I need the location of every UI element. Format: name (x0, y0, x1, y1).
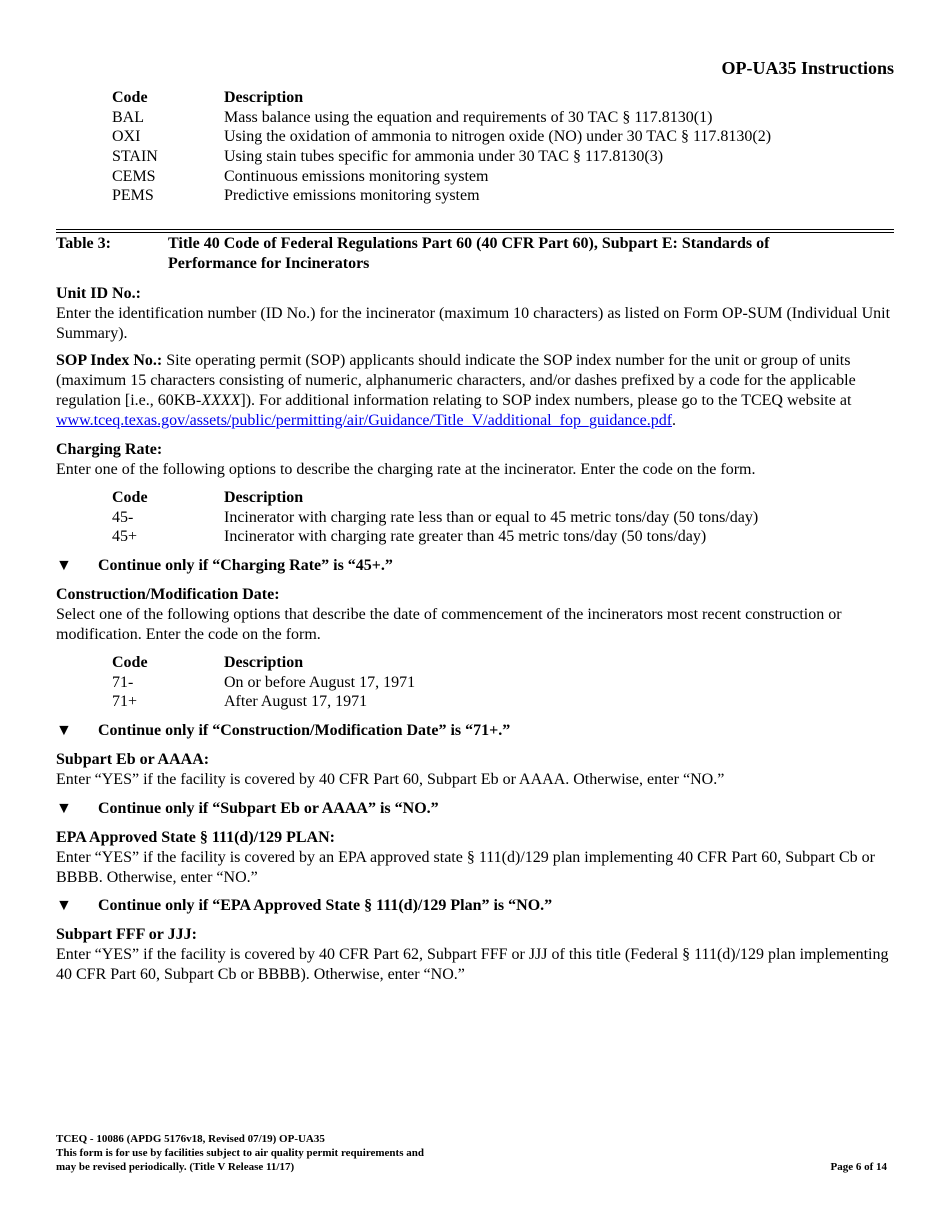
code-cell: 71- (112, 673, 134, 691)
table-row (112, 692, 415, 712)
table-divider-rule (56, 229, 894, 230)
footer-line: This form is for use by facilities subject to air quality permit requirements and (56, 1147, 424, 1159)
table-row (112, 108, 771, 128)
continue-text: Continue only if “Construction/Modification Date” is “71+.” (98, 722, 511, 739)
construction-date-heading: Construction/Modification Date: (56, 586, 280, 603)
charging-rate-code-table (112, 488, 758, 547)
table-row (112, 147, 771, 167)
table-3-title: Title 40 Code of Federal Regulations Part 60 (40 CFR Part 60), Subpart E: Standards of Performance for Incinerators (168, 235, 770, 272)
tceq-guidance-link[interactable]: www.tceq.texas.gov/assets/public/permitting/air/Guidance/Title_V/additional_fop_guidance.pdf (56, 412, 673, 429)
charging-rate-heading: Charging Rate: (56, 441, 163, 458)
code-column-header: Code (112, 89, 148, 106)
sop-index-text: Site operating permit (SOP) applicants should indicate the SOP index number for the unit or group of units (maximum 15 characters consisting of numeric, alphanumeric characters, and/or dashes prefixed by a code for the applicable regulation [i.e., 60KB- (56, 352, 856, 409)
epa-approved-section (56, 828, 896, 888)
construction-date-text: Select one of the following options that describe the date of commencement of the incinerators most recent construction or modification. Enter the code on the form. (56, 606, 842, 643)
subpart-eb-heading: Subpart Eb or AAAA: (56, 751, 210, 768)
down-triangle-icon: ▼ (56, 557, 72, 574)
sop-index-placeholder: XXXX (201, 392, 241, 409)
table-header-row (112, 88, 771, 108)
charging-rate-section (56, 440, 896, 480)
sop-index-text-continued: ]). For additional information relating to SOP index numbers, please go to the TCEQ website at (240, 392, 852, 409)
code-cell: OXI (112, 128, 141, 146)
code-cell: CEMS (112, 167, 156, 185)
description-cell: Continuous emissions monitoring system (224, 167, 489, 185)
description-cell: Using the oxidation of ammonia to nitrogen oxide (NO) under 30 TAC § 117.8130(2) (224, 128, 772, 146)
description-column-header: Description (224, 89, 304, 106)
construction-date-code-table (112, 653, 415, 712)
description-cell: Incinerator with charging rate less than or equal to 45 metric tons/day (50 tons/day) (224, 508, 759, 526)
continue-instruction-charging-rate (56, 556, 393, 576)
table-row (112, 127, 771, 147)
code-cell: BAL (112, 108, 144, 126)
code-column-header: Code (112, 654, 148, 671)
subpart-eb-section (56, 750, 896, 790)
table-header-row (112, 488, 758, 508)
subpart-fff-heading: Subpart FFF or JJJ: (56, 926, 197, 943)
description-cell: Predictive emissions monitoring system (224, 187, 480, 205)
down-triangle-icon: ▼ (56, 800, 72, 817)
table-row (112, 167, 771, 187)
ammonia-method-code-table (112, 88, 771, 206)
subpart-fff-section (56, 925, 896, 985)
unit-id-section (56, 284, 896, 344)
charging-rate-text: Enter one of the following options to describe the charging rate at the incinerator. Enter the code on the form. (56, 461, 756, 478)
sop-index-text-end: . (672, 412, 677, 429)
down-triangle-icon: ▼ (56, 722, 72, 739)
sop-index-heading: SOP Index No.: (56, 352, 163, 369)
epa-approved-text: Enter “YES” if the facility is covered by an EPA approved state § 111(d)/129 plan implementing 40 CFR Part 60, Subpart Cb or BBBB. Otherwise, enter “NO.” (56, 849, 875, 886)
code-column-header: Code (112, 489, 148, 506)
page-number: Page 6 of 14 (830, 1161, 887, 1173)
continue-text: Continue only if “Subpart Eb or AAAA” is “NO.” (98, 800, 439, 817)
footer-line: may be revised periodically. (Title V Release 11/17) (56, 1161, 295, 1173)
description-cell: Mass balance using the equation and requirements of 30 TAC § 117.8130(1) (224, 108, 713, 126)
table-row (112, 673, 415, 693)
sop-index-section (56, 351, 896, 431)
continue-instruction-subpart-eb (56, 799, 439, 819)
table-row (112, 508, 758, 528)
description-column-header: Description (224, 654, 304, 671)
table-divider-rule (56, 232, 894, 233)
footer-line: TCEQ - 10086 (APDG 5176v18, Revised 07/19) OP-UA35 (56, 1133, 325, 1145)
description-cell: Using stain tubes specific for ammonia under 30 TAC § 117.8130(3) (224, 148, 664, 166)
code-cell: 71+ (112, 693, 138, 711)
page-header-title: OP-UA35 Instructions (721, 58, 894, 78)
table-row (112, 186, 771, 206)
code-cell: 45- (112, 508, 134, 526)
subpart-fff-text: Enter “YES” if the facility is covered by 40 CFR Part 62, Subpart FFF or JJJ of this title (Federal § 111(d)/129 plan implementing 40 CFR Part 60, Subpart Cb or BBBB). Otherwise, enter “NO.” (56, 946, 889, 983)
unit-id-heading: Unit ID No.: (56, 285, 141, 302)
table-3-label: Table 3: (56, 235, 111, 252)
code-cell: PEMS (112, 187, 154, 205)
subpart-eb-text: Enter “YES” if the facility is covered by 40 CFR Part 60, Subpart Eb or AAAA. Otherwise, enter “NO.” (56, 771, 725, 788)
description-cell: Incinerator with charging rate greater than 45 metric tons/day (50 tons/day) (224, 528, 707, 546)
description-column-header: Description (224, 489, 304, 506)
footer-form-info (56, 1132, 424, 1174)
table-row (112, 527, 758, 547)
unit-id-text: Enter the identification number (ID No.) for the incinerator (maximum 10 characters) as listed on Form OP-SUM (Individual Unit Summary). (56, 305, 891, 342)
construction-date-section (56, 585, 896, 645)
description-cell: On or before August 17, 1971 (224, 673, 416, 691)
down-triangle-icon: ▼ (56, 897, 72, 914)
continue-instruction-epa-plan (56, 896, 552, 916)
continue-instruction-construction-date (56, 721, 510, 741)
epa-approved-heading: EPA Approved State § 111(d)/129 PLAN: (56, 829, 335, 846)
code-cell: STAIN (112, 148, 158, 166)
continue-text: Continue only if “Charging Rate” is “45+.” (98, 557, 393, 574)
code-cell: 45+ (112, 528, 138, 546)
description-cell: After August 17, 1971 (224, 693, 368, 711)
table-header-row (112, 653, 415, 673)
continue-text: Continue only if “EPA Approved State § 111(d)/129 Plan” is “NO.” (98, 897, 553, 914)
